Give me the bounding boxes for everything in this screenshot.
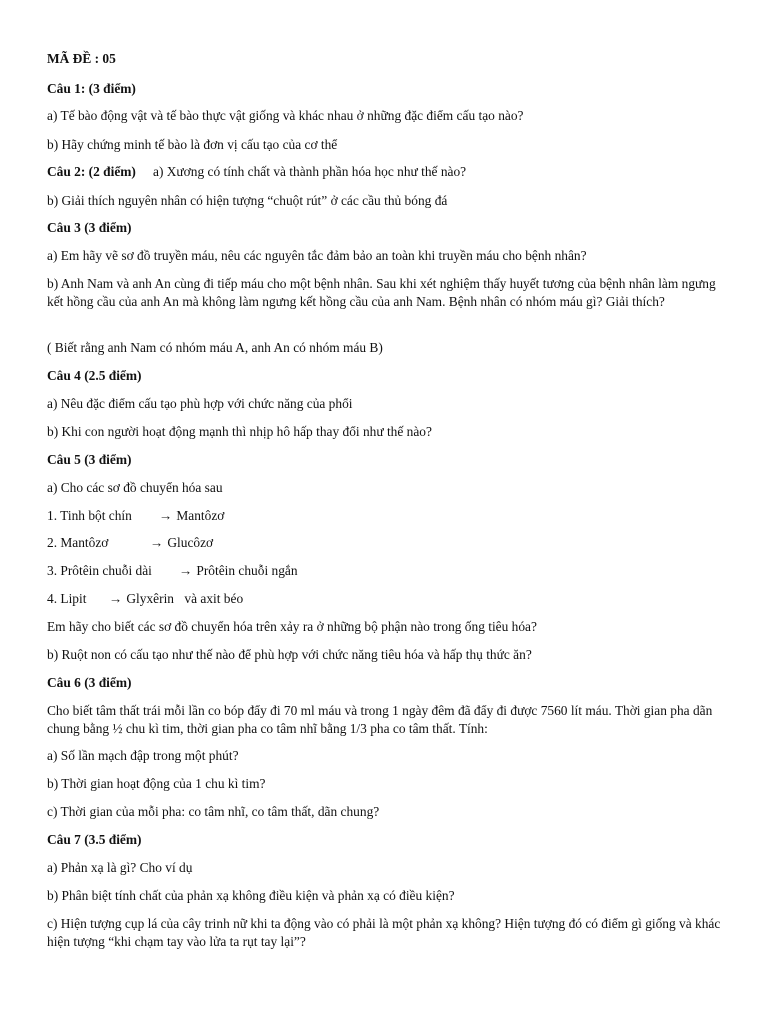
question-2-row [47, 163, 466, 181]
question-1b: b) Hãy chứng minh tế bào là đơn vị cấu tạo của cơ thể [47, 137, 338, 152]
question-7-title: Câu 7 (3.5 điểm) [47, 832, 142, 847]
question-5-title: Câu 5 (3 điểm) [47, 452, 132, 467]
conversion-item: 4. Lipit → Glyxêrin và axit béo [47, 591, 244, 606]
conversion-item: 3. Prôtêin chuỗi dài → Prôtêin chuỗi ngắn [47, 563, 298, 578]
question-6b: b) Thời gian hoạt động của 1 chu kì tim? [47, 776, 266, 791]
question-6a: a) Số lần mạch đập trong một phút? [47, 748, 239, 763]
question-7b: b) Phân biệt tính chất của phản xạ không điều kiện và phản xạ có điều kiện? [47, 888, 455, 903]
arrow-right-icon: → [179, 563, 193, 578]
question-2b: b) Giải thích nguyên nhân có hiện tượng “chuột rút” ở các cầu thủ bóng đá [47, 193, 448, 208]
question-5a: a) Cho các sơ đồ chuyển hóa sau [47, 480, 223, 495]
question-6-intro: Cho biết tâm thất trái mỗi lần co bóp đẩy đi 70 ml máu và trong 1 ngày đêm đã đẩy đi được 7560 lít máu. Thời gian pha dãn chung bằng ½ chu kì tim, thời gian pha co tâm nhĩ bằng 1/3 pha co tâm thất. Tính: [47, 703, 713, 736]
question-5-question: Em hãy cho biết các sơ đồ chuyển hóa trên xảy ra ở những bộ phận nào trong ống tiêu hóa? [47, 619, 537, 634]
question-1-title: Câu 1: (3 điểm) [47, 81, 136, 96]
arrow-right-icon: → [159, 508, 173, 523]
conversion-item: 2. Mantôzơ → Glucôzơ [47, 535, 214, 550]
question-3a: a) Em hãy vẽ sơ đồ truyền máu, nêu các nguyên tắc đảm bảo an toàn khi truyền máu cho bệnh nhân? [47, 248, 587, 263]
question-2a: a) Xương có tính chất và thành phần hóa học như thế nào? [153, 164, 467, 179]
question-1a: a) Tế bào động vật và tế bào thực vật giống và khác nhau ở những đặc điểm cấu tạo nào? [47, 108, 524, 123]
exam-code: MÃ ĐỀ : 05 [47, 51, 116, 66]
question-7c: c) Hiện tượng cụp lá của cây trinh nữ khi ta động vào có phải là một phản xạ không? Hiện tượng đó có điểm gì giống và khác hiện tượng “khi chạm tay vào lửa ta rụt tay lại”? [47, 916, 721, 949]
question-4a: a) Nêu đặc điểm cấu tạo phù hợp với chức năng của phổi [47, 396, 353, 411]
question-6c: c) Thời gian của mỗi pha: co tâm nhĩ, co tâm thất, dãn chung? [47, 804, 380, 819]
question-3-title: Câu 3 (3 điểm) [47, 220, 132, 235]
conversion-item: 1. Tinh bột chín → Mantôzơ [47, 508, 225, 523]
question-6-title: Câu 6 (3 điểm) [47, 675, 132, 690]
question-7a: a) Phản xạ là gì? Cho ví dụ [47, 860, 193, 875]
question-4-title: Câu 4 (2.5 điểm) [47, 368, 142, 383]
arrow-right-icon: → [150, 535, 164, 550]
arrow-right-icon: → [109, 591, 123, 606]
question-2-title: Câu 2: (2 điểm) [47, 164, 136, 179]
question-5b: b) Ruột non có cấu tạo như thế nào để phù hợp với chức năng tiêu hóa và hấp thụ thức ăn? [47, 647, 532, 662]
question-3-note: ( Biết rằng anh Nam có nhóm máu A, anh An có nhóm máu B) [47, 340, 383, 355]
question-3b: b) Anh Nam và anh An cùng đi tiếp máu cho một bệnh nhân. Sau khi xét nghiệm thấy huyết tương của bệnh nhân làm ngưng kết hồng cầu của anh An mà không làm ngưng kết hồng cầu của anh Nam. Bệnh nhân có nhóm máu gì? Giải thích? [47, 276, 716, 309]
question-4b: b) Khi con người hoạt động mạnh thì nhịp hô hấp thay đổi như thế nào? [47, 424, 432, 439]
